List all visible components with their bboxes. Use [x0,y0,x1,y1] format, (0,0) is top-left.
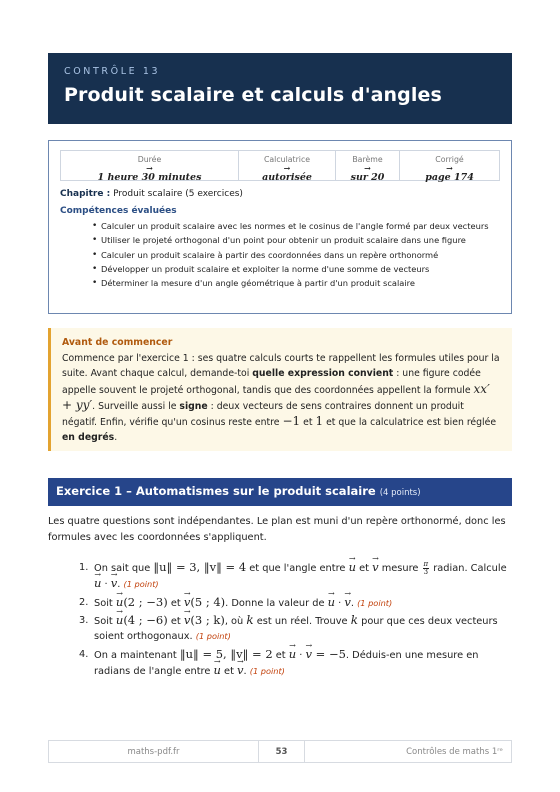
exercise-intro: Les quatre questions sont indépendantes. Le plan est muni d'un repère orthonormé, donc les formules avec les coordonnées s'appliquent. [48,516,506,543]
list-item: • Utiliser le projeté orthogonal d'un point pour obtenir un produit scalaire dans une figure [92,234,500,247]
exam-info-panel [48,140,512,314]
exam-header [48,53,512,124]
page-number: 53 [259,741,305,762]
fraction: $\frac{\pi}{3}$ [423,559,429,576]
before-start-callout [48,328,512,451]
callout-title: Avant de commencer [62,337,173,348]
callout-body: Commence par l'exercice 1 : ses quatre calculs courts te rappellent les formules utiles pour la suite. Avant chaque calcul, demande-toi quelle expression convient : une figure codée appelle souvent le projeté orthogonal, tandis que des coordonnées appellent la formule xx′ + yy′. Surveille aussi le signe : deux vecteurs de sens contraires donnent un produit négatif. Enfin, vérifie qu'un cosinus reste entre −1 et 1 et que la calculatrice est bien réglée en degrés. [62,353,500,444]
fact-grading: Barème → sur 20 [336,151,400,180]
question-list [79,560,509,681]
list-item: • Calculer un produit scalaire avec les normes et le cosinus de l'angle formé par deux vecteurs [92,220,500,233]
exercise-points: (4 points) [379,488,421,498]
footer-collection: Contrôles de maths 1ʳᵉ [406,746,503,757]
footer-site: maths-pdf.fr [49,741,259,762]
list-item: • Développer un produit scalaire et exploiter la norme d'une somme de vecteurs [92,263,500,276]
exam-kicker: CONTRÔLE 13 [64,66,161,77]
chapter-line: Chapitre : Produit scalaire (5 exercices) [60,189,243,199]
exercise-title-bar [48,478,512,506]
facts-table [60,150,500,181]
exam-title: Produit scalaire et calculs d'angles [64,84,442,106]
list-item: • Calculer un produit scalaire à partir des coordonnées dans un repère orthonormé [92,249,500,262]
formula: xx′ + yy′ [62,381,490,412]
fact-calculator: Calculatrice → autorisée [239,151,336,180]
list-item: • Déterminer la mesure d'un angle géométrique à partir d'un produit scalaire [92,277,500,290]
competences-title: Compétences évaluées [60,206,177,216]
question-3: 3. Soit → u(4 ; −6) et → v(3 ; k), où k est un réel. Trouve k pour que ces deux vecteurs soient orthogonaux. (1 point) [79,613,509,644]
question-1: 1. On sait que ‖u‖ = 3, ‖v‖ = 4 et que l'angle entre → u et → v mesure $\frac{\pi}{3}$ radian. Calcule → u · → v. (1 point) [79,560,509,592]
question-4: 4. On a maintenant ‖u‖ = 5, ‖v‖ = 2 et → u · → v = −5. Déduis-en une mesure en radians de l'angle entre → u et → v. (1 point) [79,647,509,679]
fact-solution: Corrigé → page 174 [400,151,499,180]
competences-list [60,220,500,290]
exercise-title: Exercice 1 – Automatismes sur le produit scalaire [56,484,376,498]
question-2: 2. Soit → u(2 ; −3) et → v(5 ; 4). Donne la valeur de → u · → v. (1 point) [79,595,509,611]
page-footer [48,740,512,763]
fact-duration: Durée → 1 heure 30 minutes [61,151,239,180]
